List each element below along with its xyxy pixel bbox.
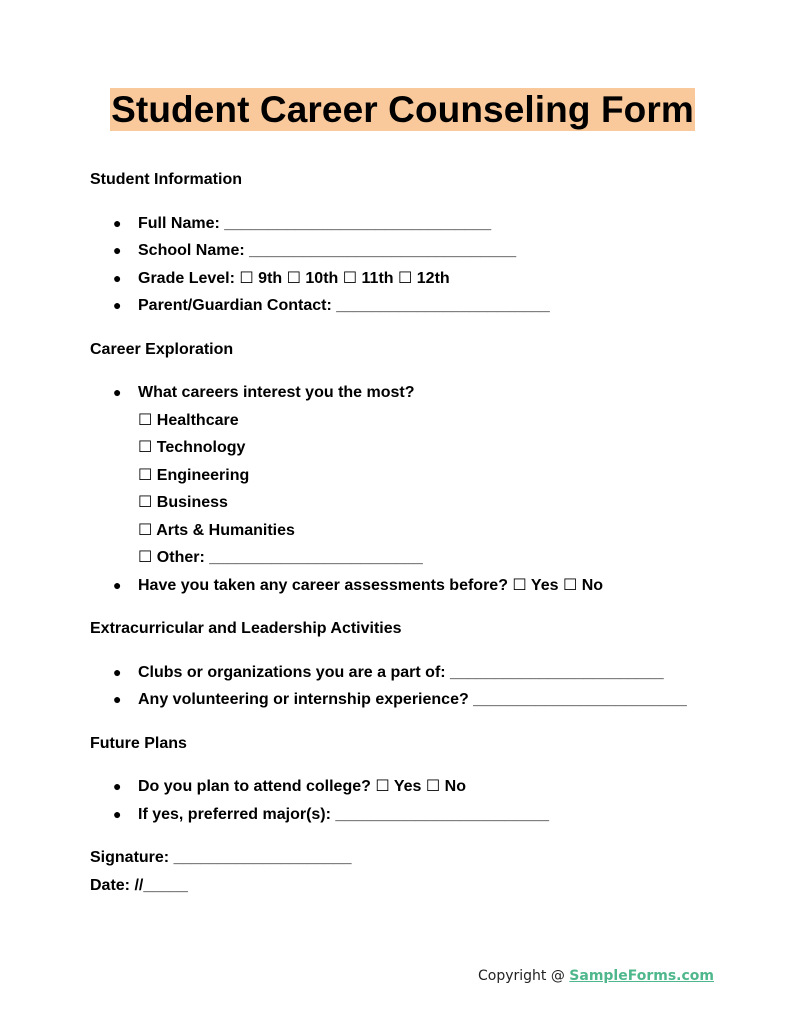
option-healthcare-checkbox[interactable]: ☐ Healthcare <box>138 411 239 429</box>
bullet-icon: ● <box>113 576 122 593</box>
page-title: Student Career Counseling Form <box>111 89 694 130</box>
list-item-school-name <box>90 237 730 265</box>
copyright-text: Copyright @ <box>477 968 570 984</box>
list-item-full-name <box>90 210 730 238</box>
grade-level-checkboxes[interactable]: Grade Level: ☐ 9th ☐ 10th ☐ 11th ☐ 12th <box>138 269 450 287</box>
bullet-icon: ● <box>113 691 122 707</box>
list-item-career-interests <box>90 379 730 572</box>
bullet-icon: ● <box>113 778 122 794</box>
career-options <box>138 407 730 572</box>
full-name-field[interactable]: Full Name: ______________________________ <box>138 214 492 232</box>
option-business-checkbox[interactable]: ☐ Business <box>138 494 228 511</box>
career-assessments-checkboxes[interactable]: Have you taken any career assessments before? ☐ Yes ☐ No <box>138 576 604 594</box>
signature-block <box>90 844 730 900</box>
student-information-list <box>90 210 730 320</box>
activities-list <box>90 659 730 714</box>
title-wrapper <box>0 88 805 131</box>
volunteering-field[interactable]: Any volunteering or internship experience? ________________________ <box>138 691 687 708</box>
option-other-field[interactable]: ☐ Other: ________________________ <box>138 549 423 566</box>
section-heading-career-exploration: Career Exploration <box>90 340 234 358</box>
career-interests-question: What careers interest you the most? <box>138 384 415 401</box>
bullet-icon: ● <box>113 269 122 286</box>
list-item-career-assessments <box>90 572 730 600</box>
signature-field[interactable]: Signature: ____________________ <box>90 849 352 866</box>
form-body <box>90 166 730 900</box>
college-checkboxes[interactable]: Do you plan to attend college? ☐ Yes ☐ No <box>138 778 466 795</box>
list-item-volunteering <box>90 686 730 714</box>
career-exploration-list <box>90 379 730 599</box>
brand-link[interactable]: SampleForms.com <box>569 968 714 984</box>
list-item-clubs <box>90 659 730 687</box>
parent-contact-field[interactable]: Parent/Guardian Contact: ________________________ <box>138 297 550 314</box>
option-engineering-checkbox[interactable]: ☐ Engineering <box>138 466 250 484</box>
section-heading-activities: Extracurricular and Leadership Activities <box>90 620 402 637</box>
list-item-college <box>90 773 730 801</box>
bullet-icon: ● <box>113 214 122 231</box>
bullet-icon: ● <box>113 805 122 822</box>
option-technology-checkbox[interactable]: ☐ Technology <box>138 439 246 456</box>
section-heading-future-plans: Future Plans <box>90 734 187 752</box>
bullet-icon: ● <box>113 384 122 400</box>
school-name-field[interactable]: School Name: ______________________________ <box>138 242 517 259</box>
list-item-parent-contact <box>90 292 730 320</box>
footer-copyright <box>478 968 714 984</box>
future-plans-list <box>90 773 730 828</box>
date-field[interactable]: Date: //_____ <box>90 877 188 894</box>
section-heading-student-information: Student Information <box>90 171 242 188</box>
bullet-icon: ● <box>113 663 122 680</box>
bullet-icon: ● <box>113 297 122 313</box>
list-item-grade-level <box>90 265 730 293</box>
major-field[interactable]: If yes, preferred major(s): ________________________ <box>138 805 549 823</box>
bullet-icon: ● <box>113 242 122 258</box>
list-item-major <box>90 801 730 829</box>
clubs-field[interactable]: Clubs or organizations you are a part of: ________________________ <box>138 663 664 681</box>
option-arts-humanities-checkbox[interactable]: ☐ Arts & Humanities <box>138 521 295 539</box>
